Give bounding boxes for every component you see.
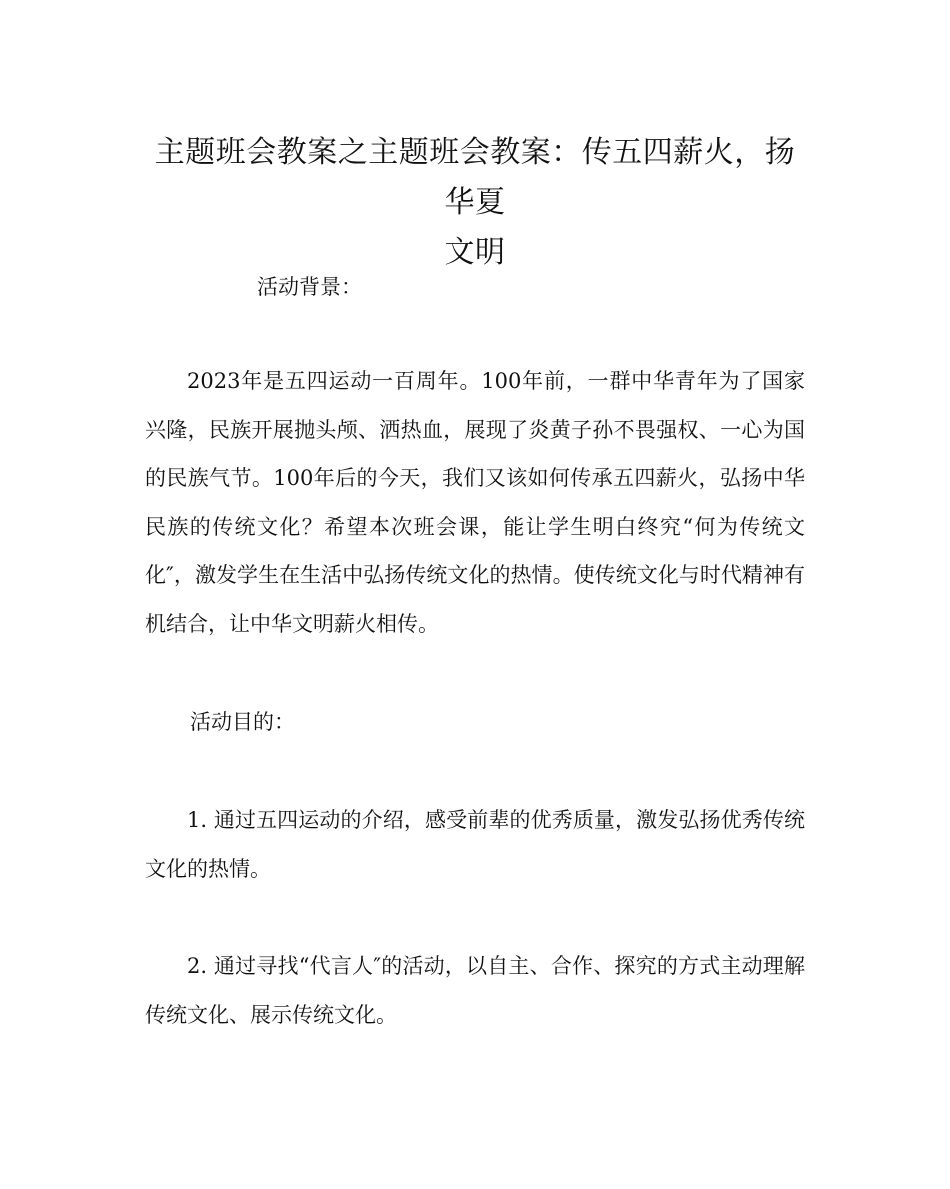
document-title-line-1: 主题班会教案之主题班会教案：传五四薪火，扬华夏 [154,135,796,220]
goal-item-2: 2. 通过寻找“代言人″的活动，以自主、合作、探究的方式主动理解传统文化、展示传统文化。 [145,954,805,1027]
goal-item-1: 1. 通过五四运动的介绍，感受前辈的优秀质量，激发弘扬优秀传统文化的热情。 [145,808,805,881]
background-paragraph: 2023年是五四运动一百周年。100年前，一群中华青年为了国家兴隆，民族开展抛头颅、洒热血，展现了炎黄子孙不畏强权、一心为国的民族气节。100年后的今天，我们又该如何传承五四薪火，弘扬中华民族的传统文化？希望本次班会课，能让学生明白终究“何为传统文化″，激发学生在生活中弘扬传统文化的热情。使传统文化与时代精神有机结合，让中华文明薪火相传。 [145,369,805,636]
section-heading-goals: 活动目的： [190,710,295,734]
document-title-line-2: 文明 [444,235,506,270]
section-heading-background: 活动背景： [257,275,362,299]
document-title [140,128,810,278]
